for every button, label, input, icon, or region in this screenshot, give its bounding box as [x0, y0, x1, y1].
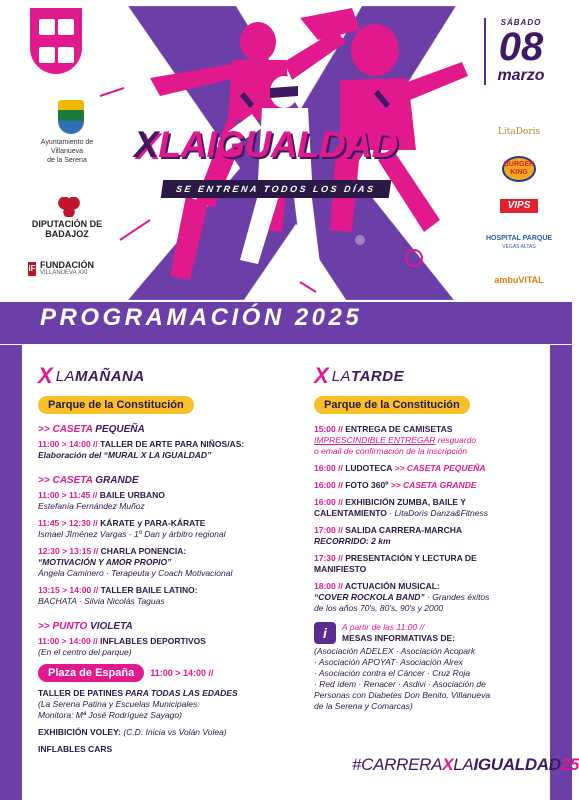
- info-list-line: · Asociación contra el Cáncer · Cruz Roja: [314, 668, 471, 678]
- manana-column: [38, 365, 300, 761]
- info-list-line: Personas con Diabetes Don Benito, Villanueva: [314, 690, 491, 700]
- event-desc: IMPRESCINDIBLE ENTREGAR: [314, 435, 436, 445]
- caseta-pequena-prefix: >>: [38, 424, 50, 435]
- event-title-text: KÁRATE y PARA-KÁRATE: [100, 518, 206, 528]
- event-baile-urbano: [38, 490, 300, 512]
- event-title-text: SALIDA CARRERA-MARCHA: [345, 525, 462, 535]
- ayuntamiento-text: [30, 138, 104, 165]
- sponsor-burger-king: [476, 155, 562, 183]
- event-title-text: PRESENTACIÓN Y LECTURA DE: [345, 553, 477, 563]
- fundacion-text: FUNDACIÓN: [40, 260, 94, 270]
- event-desc-b: · Grandes éxitos: [427, 592, 490, 602]
- event-title-text: TALLER DE PATINES: [38, 688, 123, 698]
- fundacion-icon: iF: [28, 262, 36, 276]
- event-desc-2: o email de confirmación de la inscripción: [314, 446, 468, 456]
- event-time: 16:00 //: [314, 497, 343, 507]
- event-time: 17:00 //: [314, 525, 343, 535]
- event-desc-2: Ángela Caminero · Terapeuta y Coach Motivacional: [38, 568, 233, 578]
- event-inflables-cars: [38, 744, 300, 755]
- event-suffix-b: PEQUEÑA: [443, 463, 486, 473]
- event-time: 18:00 //: [314, 581, 343, 591]
- sponsor-ambuvital: [476, 266, 562, 294]
- punto-violeta-heading: [38, 621, 300, 632]
- event-desc-2: de los años 70's, 80's, 90's y 2000: [314, 603, 444, 613]
- event-desc: · LitaDoris Danza&Fitness: [389, 508, 488, 518]
- event-suffix-a: >> CASETA: [390, 480, 438, 490]
- event-taller-arte: [38, 439, 300, 461]
- caseta-grande-b: GRANDE: [95, 475, 139, 486]
- event-ludoteca: [314, 463, 540, 474]
- event-title-text: EXHIBICIÓN ZUMBA, BAILE Y: [345, 497, 466, 507]
- manana-title: MAÑANA: [75, 367, 145, 385]
- burger-king-logo: BURGER KING: [502, 156, 536, 182]
- fundacion-sub: VILLANUEVA XXI: [40, 270, 88, 276]
- date-day-of-week: SÁBADO: [500, 18, 542, 27]
- organizer-logos: [22, 8, 103, 276]
- event-charla: [38, 546, 300, 579]
- villanueva-crest-icon: [58, 100, 84, 134]
- manana-header: [38, 365, 300, 387]
- event-tagline: SE ENTRENA TODOS LOS DÍAS: [161, 180, 391, 198]
- right-border: [550, 345, 572, 800]
- event-suffix-a: >> CASETA: [394, 463, 442, 473]
- sponsor-litadoris: LitaDoris: [497, 127, 541, 137]
- event-title-text-2: CALENTAMIENTO: [314, 508, 387, 518]
- caseta-grande-prefix: >>: [38, 475, 50, 486]
- x-mark-icon: X: [314, 363, 329, 388]
- fundacion-logo: [28, 261, 94, 276]
- date-day: 08: [498, 25, 544, 69]
- event-bachata: [38, 585, 300, 607]
- event-time: 16:00 //: [314, 463, 343, 473]
- event-hashtag: [352, 755, 579, 775]
- plaza-espana-time: 11:00 > 14:00 //: [150, 668, 214, 678]
- info-time: A partir de las 11:00 //: [342, 622, 425, 632]
- tarde-header: [314, 365, 540, 387]
- event-title-text: TALLER DE ARTE PARA NIÑOS/AS:: [100, 439, 245, 449]
- place-parque-manana: Parque de la Constitución: [38, 396, 194, 414]
- sponsor-vips: [476, 192, 562, 220]
- event-foto-360: [314, 480, 540, 491]
- event-time: 16:00 //: [314, 480, 343, 490]
- ayuntamiento-line2: Villanueva: [50, 148, 84, 155]
- event-desc-b: resguardo: [437, 435, 477, 445]
- event-title-text: EXHIBICIÓN VOLEY:: [38, 727, 121, 737]
- event-desc: Elaboración del “MURAL X LA IGUALDAD”: [38, 450, 212, 460]
- event-title: [134, 124, 398, 166]
- event-karate: [38, 518, 300, 540]
- municipal-badge-icon: [30, 8, 82, 74]
- event-time: 17:30 //: [314, 553, 343, 563]
- caseta-pequena-a: CASETA: [52, 424, 93, 435]
- punto-violeta-prefix: >>: [38, 621, 50, 632]
- event-patines: [38, 688, 300, 721]
- hashtag-ig: IGUALDAD: [473, 755, 561, 774]
- date-month: marzo: [497, 67, 545, 84]
- info-icon: i: [314, 622, 336, 644]
- caseta-grande-a: CASETA: [52, 475, 93, 486]
- punto-violeta-b: VIOLETA: [90, 621, 133, 632]
- left-border: [0, 345, 22, 800]
- event-carrera: [314, 525, 540, 547]
- sponsor-hospital-parque: [476, 229, 562, 257]
- event-desc: (La Serena Patina y Escuelas Municipales:: [38, 699, 200, 709]
- caseta-pequena-heading: [38, 424, 300, 435]
- event-suffix-b: GRANDE: [439, 480, 477, 490]
- event-title-text: TALLER BAILE LATINO:: [100, 585, 198, 595]
- ayuntamiento-line3: de la Serena: [47, 157, 87, 164]
- event-camisetas: [314, 424, 540, 457]
- event-title-text: FOTO 360º: [345, 480, 389, 490]
- tarde-la: LA: [331, 367, 352, 385]
- event-desc: “COVER ROCKOLA BAND”: [314, 592, 425, 602]
- event-title-text: BAILE URBANO: [99, 490, 165, 500]
- event-time: 13:15 > 14:00 //: [38, 585, 99, 595]
- event-time: 15:00 //: [314, 424, 343, 434]
- event-time: 11:00 > 14:00 //: [38, 439, 98, 449]
- event-time: 11:00 > 11:45 //: [38, 490, 98, 500]
- diputacion-text: DIPUTACIÓN DE BADAJOZ: [31, 219, 103, 239]
- info-list-line: · Asociación APOYAT· Asociación Alrex: [314, 657, 463, 667]
- place-parque-tarde: Parque de la Constitución: [314, 396, 470, 414]
- event-title-text: INFLABLES DEPORTIVOS: [100, 636, 206, 646]
- event-date: [484, 18, 550, 85]
- ambuvital-name: ambuVITAL: [494, 275, 544, 285]
- poster-header: [0, 0, 572, 345]
- hospital-parque-name: HOSPITAL PARQUE: [485, 235, 553, 242]
- event-desc: Estefanía Fernández Muñoz: [38, 501, 145, 511]
- diputacion-crest-icon: [58, 197, 80, 217]
- info-title: MESAS INFORMATIVAS DE:: [342, 633, 456, 643]
- event-title-text: CHARLA PONENCIA:: [100, 546, 187, 556]
- title-x: X: [134, 124, 159, 165]
- event-desc: BACHATA · Silvia Nicolás Taguas: [38, 596, 165, 606]
- event-time: 11:45 > 12:30 //: [38, 518, 98, 528]
- event-time: 11:00 > 14:00 //: [38, 636, 98, 646]
- caseta-grande-heading: [38, 475, 300, 486]
- event-desc: (C.D. Inicia vs Volán Volea): [123, 727, 227, 737]
- info-list-line: de la Serena y Comarcas): [314, 701, 413, 711]
- manana-la: LA: [55, 367, 76, 385]
- programacion-title: PROGRAMACIÓN 2025: [40, 304, 363, 331]
- hashtag-x: X: [442, 755, 454, 774]
- plaza-espana-row: [38, 664, 300, 682]
- event-zumba: [314, 497, 540, 519]
- event-desc: RECORRIDO: 2 km: [314, 536, 391, 546]
- punto-violeta-a: PUNTO: [52, 621, 88, 632]
- event-manifiesto: [314, 553, 540, 575]
- place-plaza-espana: Plaza de España: [38, 664, 144, 682]
- event-desc-2: Monitora: Mª José Rodríguez Sayago): [38, 710, 182, 720]
- event-title-text: LUDOTECA: [345, 463, 393, 473]
- event-voley: [38, 727, 300, 738]
- event-desc: Ismael JIménez Vargas · 1º Dan y árbitro regional: [38, 529, 226, 539]
- event-title-text: INFLABLES CARS: [38, 744, 113, 754]
- info-list-line: (Asociación ADELEX · Asociación Acopark: [314, 646, 476, 656]
- event-title-text-2: PARA TODAS LAS EDADES: [125, 688, 238, 698]
- hashtag-a: #CARRERA: [352, 755, 443, 774]
- hashtag-year: 25: [560, 755, 579, 774]
- hashtag-la: LA: [453, 755, 474, 774]
- event-title-text-2: MANIFIESTO: [314, 564, 367, 574]
- x-mark-icon: X: [38, 363, 53, 388]
- caseta-pequena-b: PEQUEÑA: [95, 424, 145, 435]
- event-time: 12:30 > 13:15 //: [38, 546, 99, 556]
- vips-logo: VIPS: [500, 199, 539, 213]
- info-list-line: · Red ídem · Renacer · Asdivi · Asociación de: [314, 679, 486, 689]
- ayuntamiento-line1: Ayuntamiento de: [40, 139, 94, 146]
- event-title-text: ACTUACIÓN MUSICAL:: [344, 581, 440, 591]
- info-list: [314, 646, 540, 712]
- hospital-parque-sub: VEGAS ALTAS: [502, 244, 536, 250]
- tarde-title: TARDE: [351, 367, 405, 385]
- event-inflables: [38, 636, 300, 658]
- event-desc: “MOTIVACIÓN Y AMOR PROPIO”: [38, 557, 172, 567]
- event-desc: (En el centro del parque): [38, 647, 132, 657]
- event-title-text: ENTREGA DE CAMISETAS: [345, 424, 453, 434]
- tarde-column: [314, 365, 540, 718]
- title-rest: LAIGUALDAD: [158, 124, 398, 165]
- event-actuacion: [314, 581, 540, 614]
- mesas-informativas: [314, 622, 540, 646]
